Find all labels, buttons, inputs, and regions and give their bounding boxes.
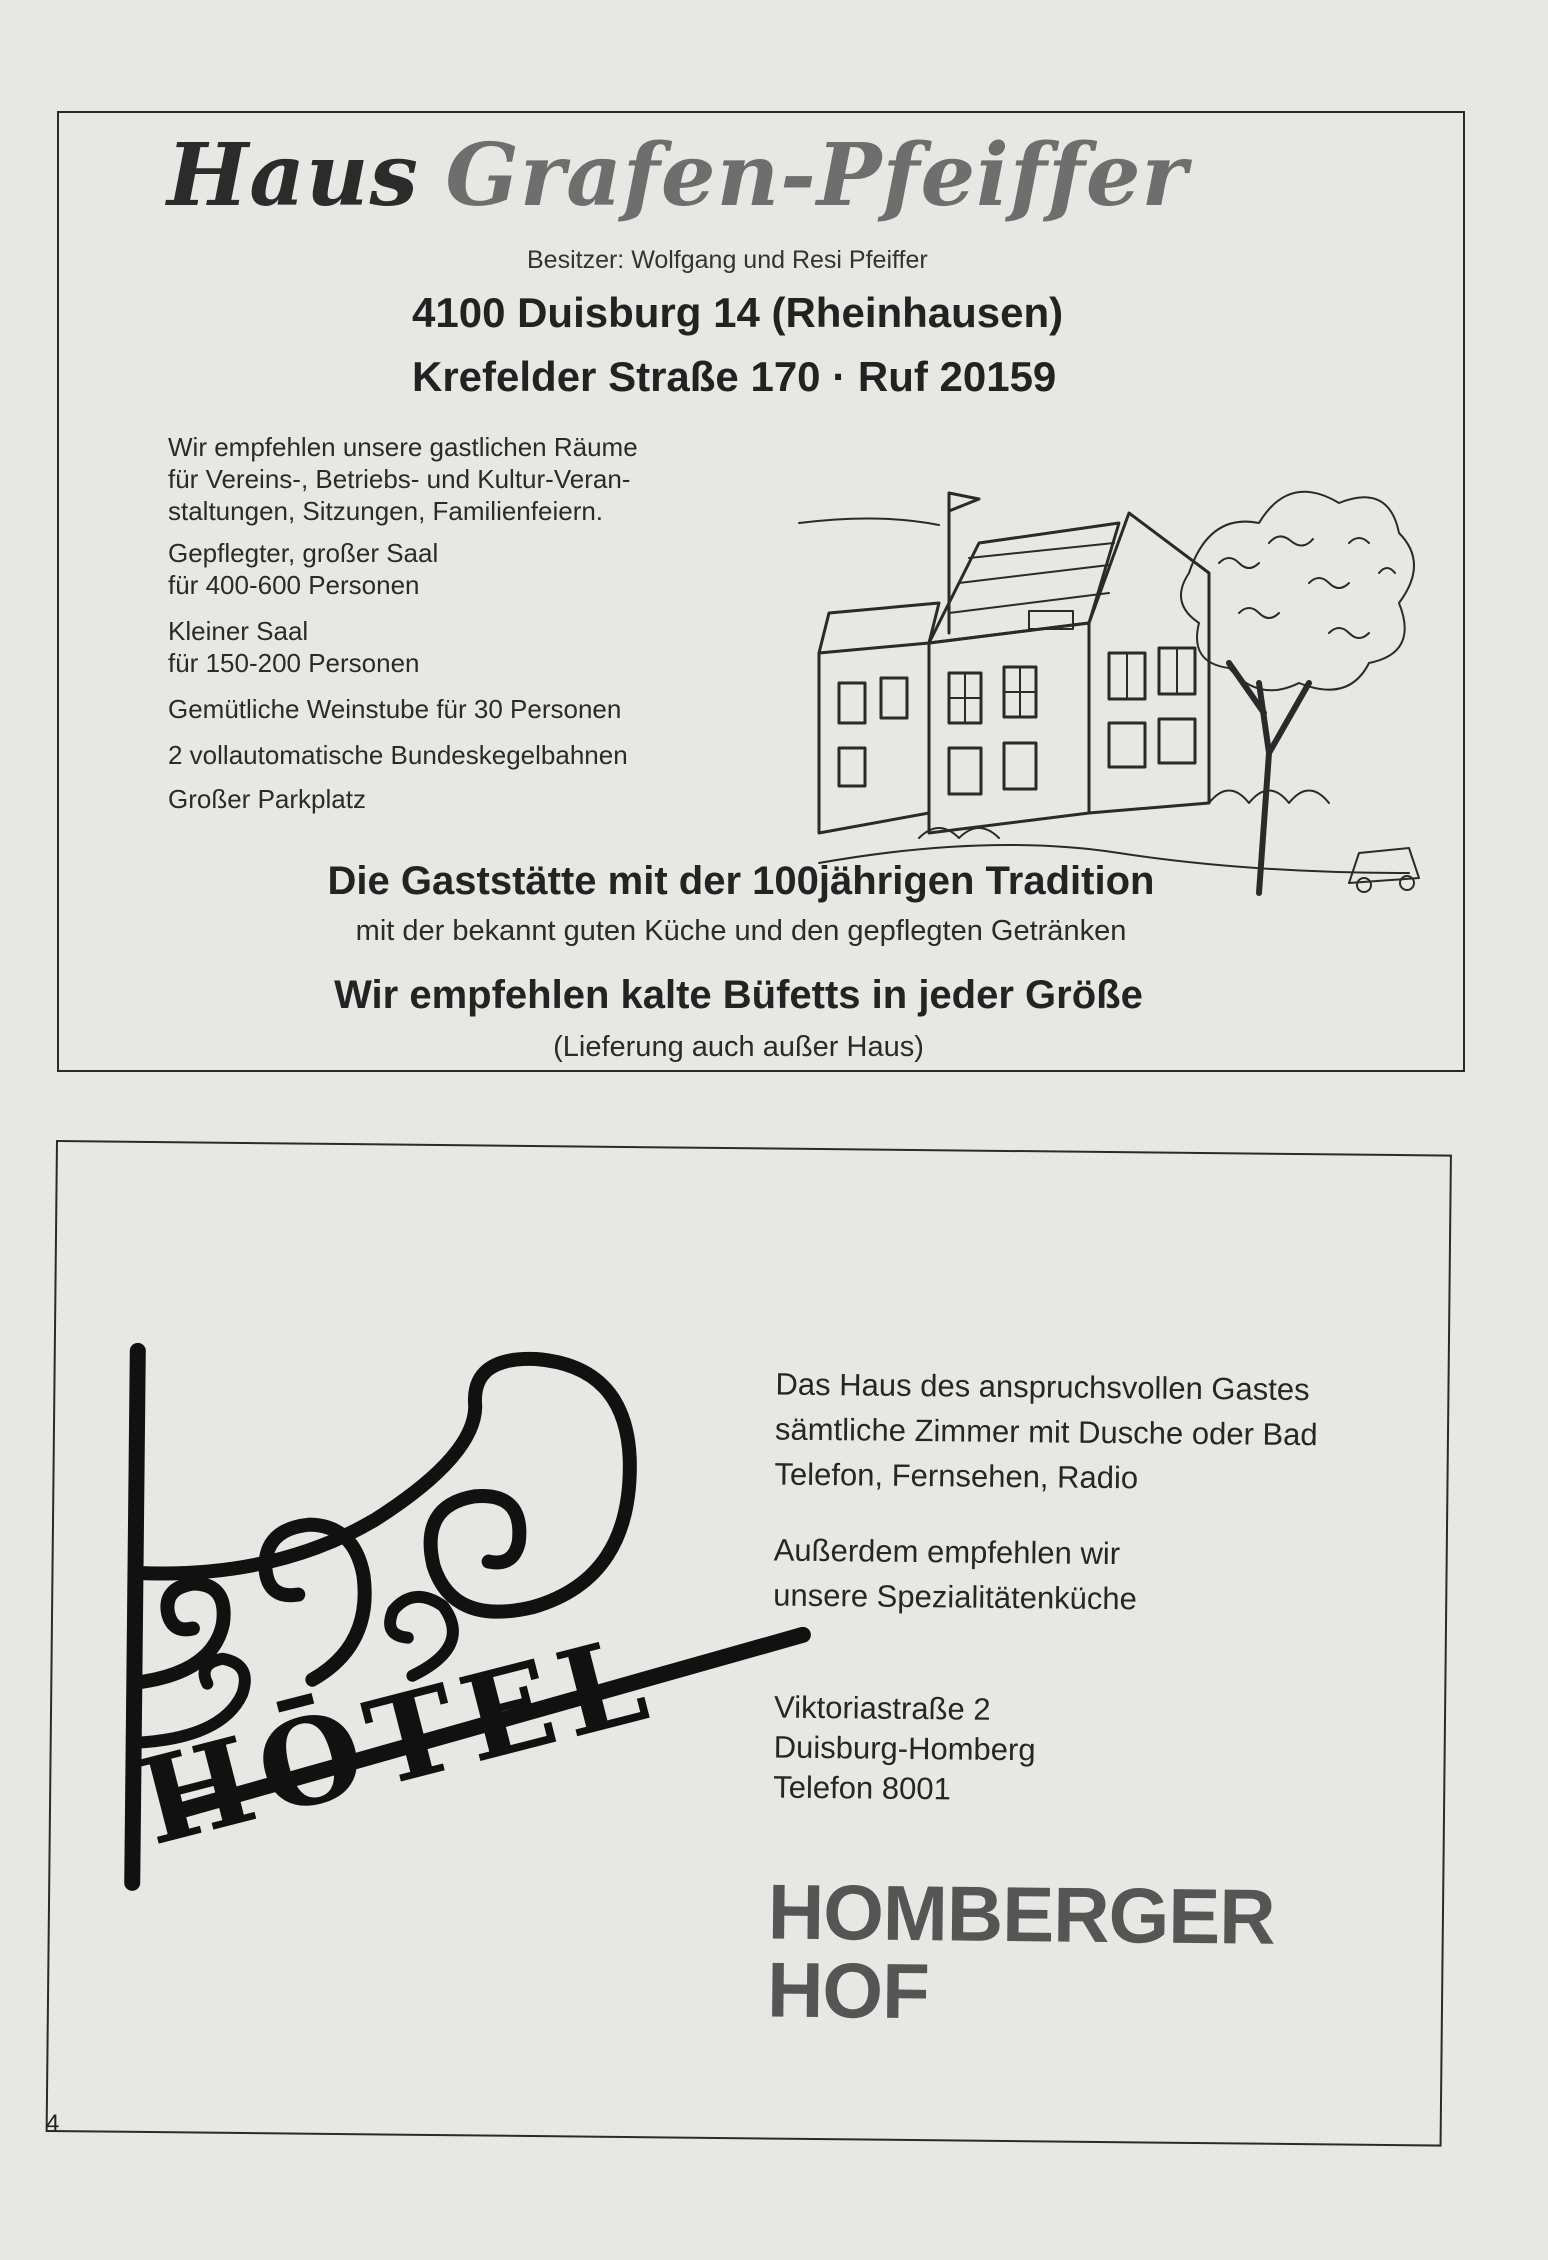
- hotel-name: [766, 1867, 1276, 2036]
- address-line-2: Krefelder Straße 170 · Ruf 20159: [412, 353, 1057, 400]
- hotel-sign-text: HŌTEL: [125, 1606, 669, 1873]
- feature-item: [168, 615, 628, 679]
- feature-line: Großer Parkplatz: [168, 784, 366, 814]
- hotel-name-line-1: HOMBERGER: [767, 1867, 1276, 1961]
- specialty-line: Außerdem empfehlen wir: [773, 1532, 1121, 1572]
- description-line: sämtliche Zimmer mit Dusche oder Bad: [774, 1411, 1318, 1453]
- intro-text: [168, 431, 638, 527]
- intro-line: für Vereins-, Betriebs- und Kultur-Veran-: [168, 464, 631, 494]
- feature-item: [168, 537, 628, 601]
- title-grafen-pfeiffer: Grafen-Pfeiffer: [445, 125, 1188, 226]
- intro-line: staltungen, Sitzungen, Familienfeiern.: [168, 496, 604, 526]
- tradition-subline: mit der bekannt guten Küche und den gepflegten Getränken: [355, 915, 1127, 947]
- specialty-line: unsere Spezialitätenküche: [773, 1577, 1138, 1617]
- title-haus: Haus: [167, 125, 419, 226]
- address-line-1: 4100 Duisburg 14 (Rheinhausen): [412, 289, 1064, 336]
- feature-line: für 400-600 Personen: [168, 570, 420, 600]
- address-line: Telefon 8001: [773, 1769, 951, 1807]
- intro-line: Wir empfehlen unsere gastlichen Räume: [168, 432, 638, 462]
- feature-line: Kleiner Saal: [168, 616, 309, 646]
- address-line: Viktoriastraße 2: [773, 1689, 991, 1727]
- hotel-description: [774, 1362, 1318, 1503]
- feature-line: Gepflegter, großer Saal: [168, 538, 439, 568]
- description-line: Das Haus des anspruchsvollen Gastes: [775, 1366, 1310, 1408]
- feature-item: [168, 783, 628, 815]
- owners-line: Besitzer: Wolfgang und Resi Pfeiffer: [527, 246, 928, 274]
- hotel-address: [773, 1688, 1036, 1811]
- ad-title: [167, 125, 1188, 226]
- feature-line: für 150-200 Personen: [168, 648, 420, 678]
- tradition-headline: Die Gaststätte mit der 100jährigen Tradition: [327, 859, 1155, 903]
- address-line: Duisburg-Homberg: [773, 1729, 1036, 1768]
- feature-item: [168, 693, 628, 725]
- page-number: 4: [46, 2110, 60, 2137]
- buffet-subline: (Lieferung auch außer Haus): [553, 1031, 924, 1063]
- ad-haus-grafen-pfeiffer: [57, 111, 1465, 1072]
- description-line: Telefon, Fernsehen, Radio: [774, 1456, 1139, 1496]
- buffet-headline: Wir empfehlen kalte Büfetts in jeder Größe: [334, 973, 1143, 1017]
- feature-line: 2 vollautomatische Bundeskegelbahnen: [168, 740, 628, 770]
- hotel-specialty: [773, 1528, 1138, 1622]
- feature-list: [168, 537, 628, 815]
- inn-building-illustration: [789, 453, 1429, 923]
- hotel-name-line-2: HOF: [766, 1945, 930, 2036]
- feature-line: Gemütliche Weinstube für 30 Personen: [168, 694, 622, 724]
- feature-item: [168, 739, 628, 771]
- ad-homberger-hof: [46, 1140, 1452, 2147]
